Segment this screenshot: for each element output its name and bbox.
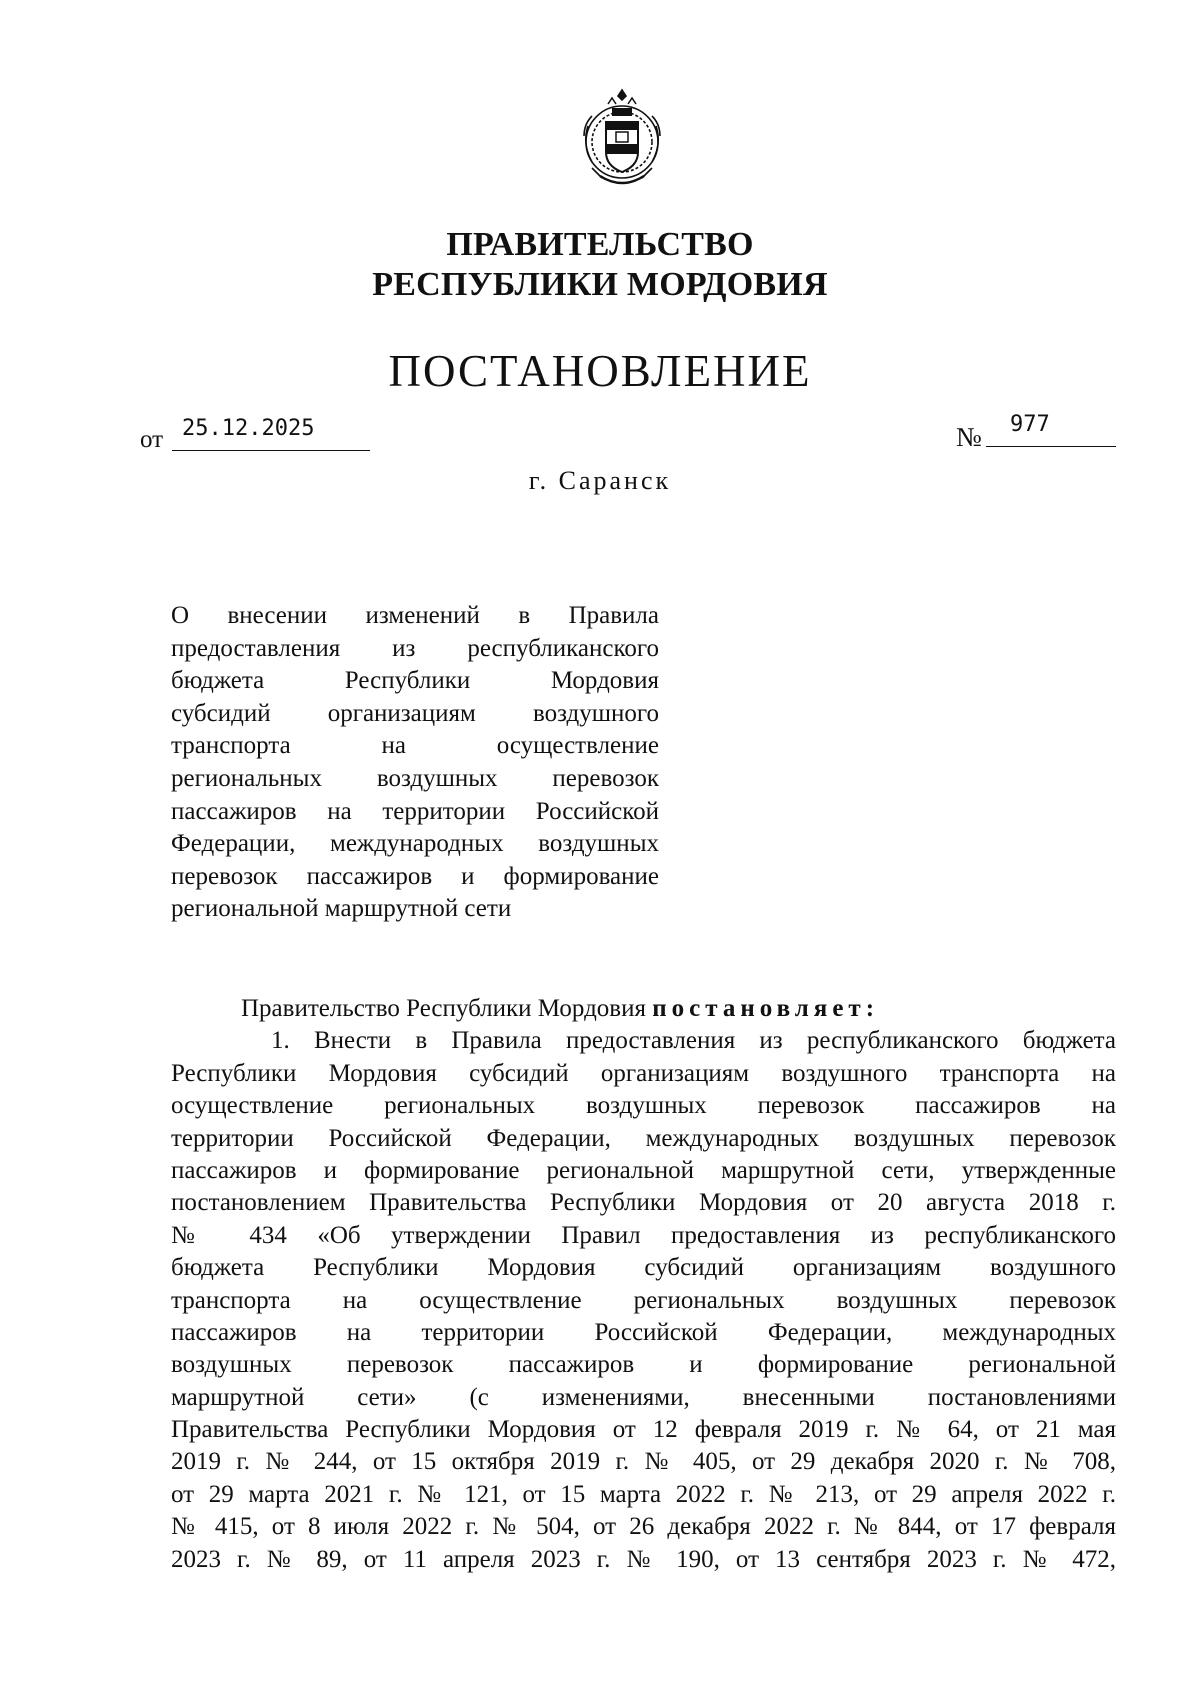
body-intro [171, 993, 1116, 1025]
subject-line: транспорта на осуществление [171, 732, 659, 760]
subject-line: перевозок пассажиров и формирование [171, 862, 659, 890]
body-line: 1. Внести в Правила предоставления из республиканского бюджета [271, 1027, 1116, 1055]
body-line: № 434 «Об утверждении Правил предоставления из республиканского [171, 1221, 1116, 1249]
document-number: 977 [986, 412, 1116, 447]
subject-line: предоставления из республиканского [171, 634, 659, 662]
document-date: 25.12.2025 [172, 416, 370, 451]
body-line: 2019 г. № 244, от 15 октября 2019 г. № 405, от 29 декабря 2020 г. № 708, [171, 1448, 1116, 1476]
body-line: пассажиров на территории Российской Федерации, международных [171, 1318, 1116, 1346]
body-line: постановлением Правительства Республики Мордовия от 20 августа 2018 г. [171, 1189, 1116, 1217]
body-line: Республики Мордовия субсидий организациям воздушного транспорта на [171, 1059, 1116, 1087]
body-line: пассажиров и формирование региональной маршрутной сети, утвержденные [171, 1156, 1116, 1184]
body-line: осуществление региональных воздушных перевозок пассажиров на [171, 1092, 1116, 1120]
body-line: маршрутной сети» (с изменениями, внесенными постановлениями [171, 1383, 1116, 1411]
organization-name-line2: РЕСПУБЛИКИ МОРДОВИЯ [372, 266, 828, 303]
body-line: транспорта на осуществление региональных воздушных перевозок [171, 1286, 1116, 1314]
body-line: 2023 г. № 89, от 11 апреля 2023 г. № 190, от 13 сентября 2023 г. № 472, [171, 1545, 1116, 1573]
body-intro-text: Правительство Республики Мордовия [241, 995, 653, 1022]
subject-line: О внесении изменений в Правила [171, 602, 659, 629]
body-line: бюджета Республики Мордовия субсидий организациям воздушного [171, 1254, 1116, 1282]
number-label: № [956, 422, 982, 452]
document-subject [171, 600, 659, 926]
body-line: № 415, от 8 июля 2022 г. № 504, от 26 декабря 2022 г. № 844, от 17 февраля [171, 1513, 1116, 1541]
body-line: Правительства Республики Мордовия от 12 февраля 2019 г. № 64, от 21 мая [171, 1416, 1116, 1444]
coat-of-arms-emblem [572, 86, 672, 190]
body-line: воздушных перевозок пассажиров и формирование региональной [171, 1351, 1116, 1379]
subject-line: региональной маршрутной сети [171, 895, 512, 923]
date-label: от [140, 426, 164, 453]
subject-line: субсидий организациям воздушного [171, 699, 659, 727]
subject-line: региональных воздушных перевозок [171, 764, 659, 792]
document-body [171, 993, 1116, 1576]
subject-line: Федерации, международных воздушных [171, 830, 659, 858]
organization-name-line1: ПРАВИТЕЛЬСТВО [446, 226, 754, 263]
body-line: территории Российской Федерации, международных воздушных перевозок [171, 1124, 1116, 1152]
subject-line: пассажиров на территории Российской [171, 797, 659, 825]
subject-line: бюджета Республики Мордовия [171, 667, 659, 695]
body-line: от 29 марта 2021 г. № 121, от 15 марта 2022 г. № 213, от 29 апреля 2022 г. [171, 1480, 1116, 1508]
city: г. Саранск [528, 466, 672, 495]
body-intro-emphasis: постановляет: [652, 995, 880, 1022]
document-type: ПОСТАНОВЛЕНИЕ [388, 346, 812, 396]
